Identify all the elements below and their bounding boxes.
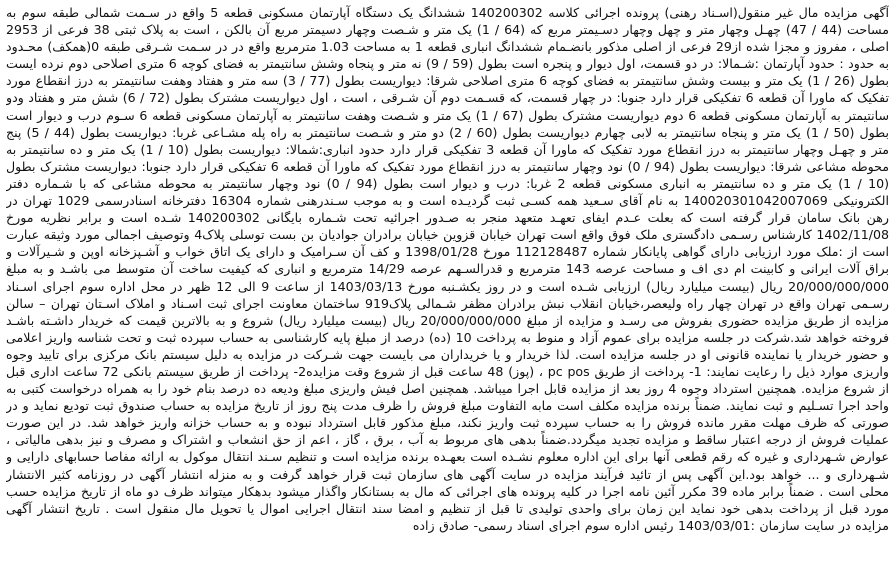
auction-notice-document <box>6 4 889 567</box>
notice-body-text: آگهی مزایده مال غیر منقول(اسـناد رهنی) پرونده اجرائی کلاسه 140200302 ششدانگ یک دستگاه آپارتمان مسکونی قطعه 5 واقع در سـمت شمالی طبقه سوم به مساحت (44 / 47) چهـل وچهار متر و چهل وچهار دسـیمتر مربع که (64 / 1) یک متر و شـصت وچهار دسیمتر مربع آن بالکن ، است به پلاک ثبتی 38 فرعی از 2953 اصلی ، مفروز و مجزا شده از29 فرعی از اصلی مذکور بانضـمام ششدانگ انباری قطعه 1 به مساحت 1.03 مترمربع واقع در در سـمت شـرقی طبقه 0(همکف) محـدود به حدود : حدود آپارتمان :شـمالا: در دو قسمت، اول دیوار و پنجره است بطول (59 / 9) نه متر و پنجاه وشش سانتیمتر به فضای کوچه 6 متری اصلاحی دوم نرده ایست بطول (26 / 1) یک متر و بیست وشش سانتیمتر به فضای کوچه 6 متری اصلاحی شرقا: دیواریست بطول (77 / 3) سه متر و هفتاد وهفت سانتیمتر به درز انقطاع مورد تفکیک که ماورا آن قطعه 6 تفکیکی قرار دارد جنوبا: در چهار قسمت، که قسـمت دوم آن شـرقی ، است ، اول دیواریست مشترک بطول (72 / 6) شش متر و هفتاد ودو سانتیمتر به آپارتمان مسکونی قطعه 6 دوم دیواریست مشترک بطول (67 / 1) یک متر و شـصت وهفت سانتیمتر به آپارتمان مسکونی قطعه 6 سـوم درب و دیوار است بطول (50 / 1) یک متر و پنجاه سانتیمتر به لابی چهارم دیواریست بطول (60 / 2) دو متر و شـصت سانتیمتر به راه پله مشـاعی غربا: دیواریست بطول (44 / 5) پنج متر و چهـل وچهار سانتیمتر به درز انقطاع مورد تفکیک که ماورا آن قطعه 3 تفکیکی قرار دارد حدود انباری:شمالا: دیواریست بطول (10 / 1) یک متر و ده سانتیمتر به محوطه مشاعی شرقا: دیواریست بطول (94 / 0) نود وچهار سانتیمتر به درز انقطاع مورد تفکیک که ماورا آن قطعه 6 تفکیکی قرار دارد جنوبا: دیواریست مشترک بطول (10 / 1) یک متر و ده سانتیمتر به انباری مسکونی قطعه 2 غربا: درب و دیوار است بطول (94 / 0) نود وچهار سانتیمتر به محوطه مشاعی که با شـماره دفتر الکترونیکی 140020301042007069 به نام آقای سـعید همه کسـی ثبت گردیـده است و به موجب سـندرهنی شماره 16304 دفترخانه اسنادرسمی 1029 تهران در رهن بانک سامان قرار گرفته است که بعلت عـدم ایفای تعهـد متعهد منجر به صـدور اجرائیه تحت شـماره بایگانی 140200302 شـده است و برابر نظریه مورخ 1402/11/08 کارشناس رسـمی دادگستری ملک فوق واقع است تهران خیابان قزوین خیابان برادران جوادیان بن بست توسلی پلاک4 وتوصیف اجمالی مورد وثیقه عبارت است از :ملک مورد ارزیابی دارای گواهی پایانکار شماره 112128487 مورخ 1398/01/28 و کف آن سـرامیک و دارای یک اتاق خواب و آشـپزخانه اوپن و شـیرآلات و براق آلات ایرانی و کابینت ام دی اف و مساحت عرصه 143 مترمربع و قدرالسـهم عرصه 14/29 مترمربع و انباری که کیفیت ساخت آن متوسط می باشـد و به مبلغ 20/000/000/000 ریال (بیست میلیارد ریال) ارزیابی شـده است و در روز یکشـنبه مورخ 1403/03/13 از ساعت 9 الی 12 ظهر در محل اداره سوم اجرای اسـناد رسـمی تهران واقع در تهران چهار راه ولیعصر،خیابان انقلاب نبش برادران مظفر شـمالی پلاک919 ساختمان معاونت اجرای ثبت اسـناد و املاک اسـتان تهران – سالن مزایده از طریق مزایده حضوری بفروش می رسـد و مزایده از مبلغ 20/000/000/000 ریال (بیست میلیارد ریال) شروع و به بالاترین قیمت که خریدار داشـته باشـد فروخته خواهد شد.شرکت در جلسه مزایده برای عموم آزاد و منوط به پرداخت 10 (ده) درصد از مبلغ پایه کارشناسی به حساب سپرده ثبت و تحت شناسه واریز اعلامی و حضور خریدار یا نماینده قانونی او در جلسه مزایده است. لذا خریدار و یا خریداران می بایست جهت شـرکت در مزایده به دلیل سیستم بانک مرکزی برای تایید وجوه واریزی موارد ذیل را رعایت نمایند: 1- پرداخت از طریق pc pos ، (پوز) 48 ساعت قبل از شروع وقت مزایده2- پرداخت از طریق سیستم بانکی 72 ساعت اداری قبل از شروع مزایده. همچنین استرداد وجوه 4 روز بعد از مزایده قابل اجرا میباشد. همچنین اصل فیش واریزی مبلغ ودیعه ده درصد بنام خود را به همراه درخواست کتبی به واحد اجرا تسـلیم و ثبت نمایند. ضمناً برنده مزایده مکلف است مابه التفاوت مبلغ فروش را ظرف مدت پنج روز از تاریخ مزایده به حساب صندوق ثبت تودیع نماید و در صورتی که ظرف مهلت مقرر مانده فروش را به حساب سپرده ثبت واریز نکند، مبلغ مذکور قابل استرداد نبوده و به حساب خزانه واریز خواهد شد. در این صورت عملیات فروش از درجه اعتبار ساقط و مزایده تجدید میگردد.ضمناً بدهی های مربوط به آب ، برق ، گاز ، اعم از حق انشعاب و اشتراک و مصرف و نیز بدهی مالیاتی ، عوارض شـهرداری و غیره که رقم قطعی آنها برای این اداره معلوم نشـده است بعهـده برنده مزایده است و تنظیم سـند انتقال موکول به ارائه مفاصا حسابهای دارایی و شـهرداری و ... خواهد بود.این آگهی پس از تائید فرآیند مزایده در سایت آگهی های سازمان ثبت قرار خواهد گرفت و به منزله انتشار آگهی در روزنامه کثیر الانتشار محلی است . ضمناً برابر ماده 39 مکرر آئین نامه اجرا در کلیه پرونده های اجرائی که مال به بستانکار واگذار میشود بدهکار میتواند ظرف دو ماه از تاریخ مزایده حسب مورد قبل از پرداخت بدهی خود نماید این زمان برای واحدی تولیدی تا قبل از تنظیم و امضا سند انتقال اجرایی اموال یا تحویل مال منقول است . تاریخ انتشار آگهی مزایده در سایت سازمان :1403/03/01 رئیس اداره سوم اجرای اسناد رسمی- صادق زاده <box>6 5 889 533</box>
